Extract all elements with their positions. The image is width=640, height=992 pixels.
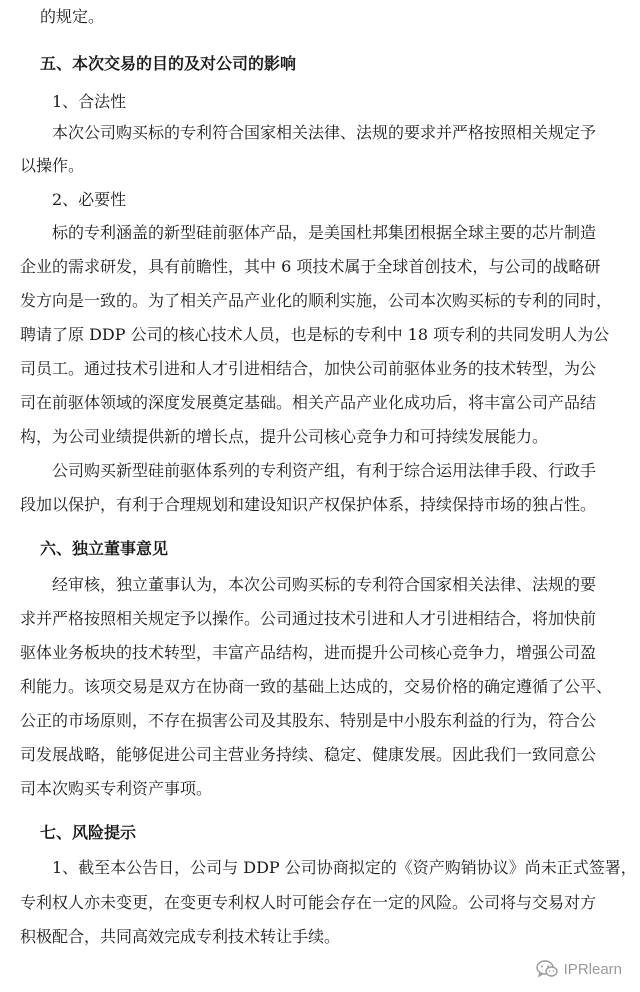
- paragraph-line: 司发展战略，能够促进公司主营业务持续、稳定、健康发展。因此我们一致同意公: [20, 745, 597, 764]
- paragraph-line: 积极配合，共同高效完成专利技术转让手续。: [20, 927, 341, 946]
- paragraph-line: 构，为公司业绩提供新的增长点，提升公司核心竞争力和可持续发展能力。: [20, 427, 549, 446]
- section-6-title: 六、独立董事意见: [40, 539, 169, 558]
- paragraph-line: 司员工。通过技术引进和人才引进相结合，加快公司前驱体业务的技术转型，为公: [20, 359, 597, 378]
- wechat-icon: [536, 960, 558, 978]
- watermark: [536, 960, 622, 978]
- paragraph-line: 司在前驱体领域的深度发展奠定基础。相关产品产业化成功后，将丰富公司产品结: [20, 393, 597, 412]
- subsection-1-title: 1、合法性: [52, 92, 127, 111]
- paragraph-line: 标的专利涵盖的新型硅前驱体产品，是美国杜邦集团根据全球主要的芯片制造: [52, 223, 597, 242]
- paragraph-line: 利能力。该项交易是双方在协商一致的基础上达成的，交易价格的确定遵循了公平、: [20, 677, 613, 696]
- paragraph-line: 公正的市场原则，不存在损害公司及其股东、特别是中小股东利益的行为，符合公: [20, 711, 597, 730]
- paragraph-line: 经审核，独立董事认为，本次公司购买标的专利符合国家相关法律、法规的要: [52, 575, 597, 594]
- paragraph-line: 公司购买新型硅前驱体系列的专利资产组，有利于综合运用法律手段、行政手: [52, 461, 597, 480]
- paragraph-line: 求并严格按照相关规定予以操作。公司通过技术引进和人才引进相结合，将加快前: [20, 609, 597, 628]
- paragraph-line: 段加以保护，有利于合理规划和建设知识产权保护体系，持续保持市场的独占性。: [20, 495, 597, 514]
- paragraph-line: 企业的需求研发，具有前瞻性，其中 6 项技术属于全球首创技术，与公司的战略研: [20, 257, 601, 276]
- paragraph-line: 司本次购买专利资产事项。: [20, 779, 213, 798]
- paragraph-line: 发方向是一致的。为了相关产品产业化的顺利实施，公司本次购买标的专利的同时，: [20, 291, 613, 310]
- top-fragment: 的规定。: [40, 7, 105, 26]
- paragraph-line: 驱体业务板块的技术转型，丰富产品结构，进而提升公司核心竞争力，增强公司盈: [20, 643, 597, 662]
- paragraph-line: 以操作。: [20, 156, 85, 175]
- paragraph-line: 本次公司购买标的专利符合国家相关法律、法规的要求并严格按照相关规定予: [52, 123, 597, 142]
- paragraph-line: 1、截至本公告日，公司与 DDP 公司协商拟定的《资产购销协议》尚未正式签署，: [52, 858, 637, 877]
- paragraph-line: 聘请了原 DDP 公司的核心技术人员，也是标的专利中 18 项专利的共同发明人为公: [20, 325, 610, 344]
- paragraph-line: 专利权人亦未变更，在变更专利权人时可能会存在一定的风险。公司将与交易对方: [20, 893, 597, 912]
- section-5-title: 五、本次交易的目的及对公司的影响: [40, 54, 297, 73]
- subsection-2-title: 2、必要性: [52, 190, 127, 209]
- watermark-text: IPRlearn: [563, 960, 622, 978]
- section-7-title: 七、风险提示: [40, 823, 137, 842]
